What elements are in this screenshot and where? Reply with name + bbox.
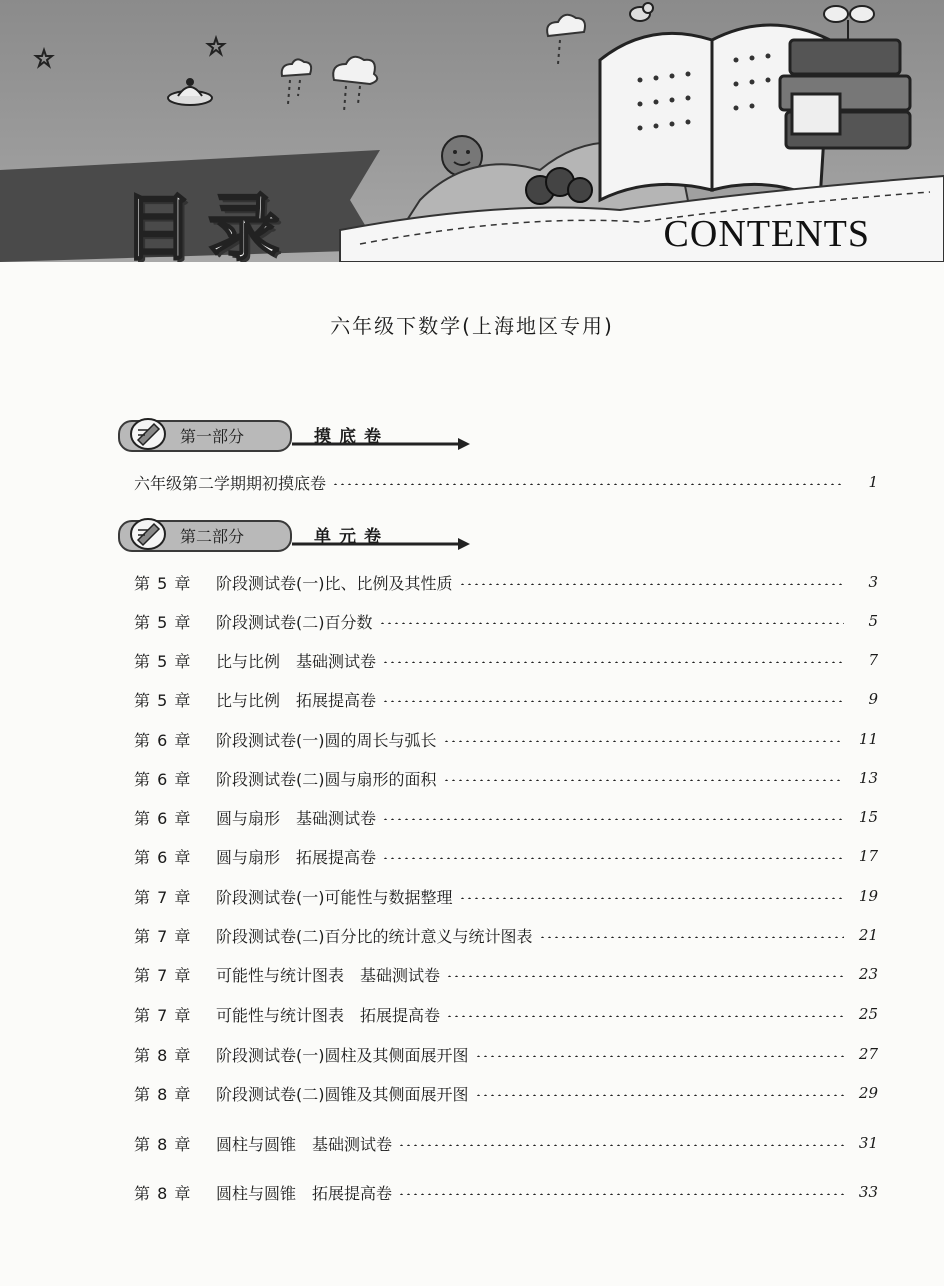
toc-page: 3 [868, 573, 878, 591]
leader-dots [475, 1055, 845, 1057]
toc-chapter: 第 6 章 [134, 808, 192, 828]
toc-title: 圆与扇形 基础测试卷 [216, 808, 377, 828]
toc-title: 比与比例 拓展提高卷 [216, 690, 377, 710]
toc-chapter: 第 5 章 [134, 573, 192, 593]
toc-page: 25 [858, 1005, 878, 1023]
toc-chapter: 第 7 章 [134, 887, 192, 907]
toc-title: 阶段测试卷(一)比、比例及其性质 [216, 573, 453, 593]
leader-dots [446, 975, 844, 977]
toc-page: 29 [858, 1084, 878, 1102]
pencil-badge-icon [128, 516, 168, 552]
toc-chapter: 第 7 章 [134, 926, 192, 946]
toc-title: 比与比例 基础测试卷 [216, 651, 377, 671]
toc-chapter: 第 7 章 [134, 1005, 192, 1025]
toc-chapter: 第 6 章 [134, 769, 192, 789]
toc-page: 15 [858, 808, 878, 826]
cloud-icon [282, 15, 585, 84]
leader-dots [332, 483, 844, 485]
toc-row[interactable] [134, 844, 878, 868]
toc-row[interactable] [134, 727, 878, 751]
toc-page: 31 [858, 1134, 878, 1152]
section-label: 第一部分 [180, 427, 245, 446]
toc-row[interactable] [134, 805, 878, 829]
toc-row[interactable] [134, 923, 878, 947]
section-header [112, 414, 472, 454]
toc-row[interactable] [134, 766, 878, 790]
book-subtitle: 六年级下数学(上海地区专用) [330, 314, 614, 338]
toc-title: 阶段测试卷(一)圆的周长与弧长 [216, 730, 437, 750]
toc-page: 5 [868, 612, 878, 630]
toc-title: 圆柱与圆锥 拓展提高卷 [216, 1183, 393, 1203]
toc-row[interactable] [134, 962, 878, 986]
toc-title: 圆与扇形 拓展提高卷 [216, 847, 377, 867]
toc-row[interactable] [134, 1131, 878, 1155]
leader-dots [379, 622, 845, 624]
star-icon [36, 50, 52, 66]
ufo-icon [168, 79, 212, 105]
toc-chapter: 第 7 章 [134, 965, 192, 985]
toc-page: 7 [868, 651, 878, 669]
page-title-en: CONTENTS [663, 213, 870, 255]
toc-page: 17 [858, 847, 878, 865]
header-banner [0, 0, 944, 262]
leader-dots [382, 818, 844, 820]
section-title: 单元卷 [314, 527, 389, 547]
toc-chapter: 第 8 章 [134, 1084, 192, 1104]
leader-dots [398, 1193, 844, 1195]
toc-page: 27 [858, 1045, 878, 1063]
toc-row[interactable] [134, 687, 878, 711]
bird-icon [630, 3, 653, 21]
toc-row[interactable] [134, 609, 878, 633]
toc-row[interactable] [134, 1081, 878, 1105]
books-stack-icon [780, 40, 910, 148]
leader-dots [446, 1015, 844, 1017]
toc-title: 六年级第二学期期初摸底卷 [134, 473, 327, 493]
toc-title: 阶段测试卷(一)可能性与数据整理 [216, 887, 453, 907]
section-label: 第二部分 [180, 527, 245, 546]
toc-title: 可能性与统计图表 基础测试卷 [216, 965, 441, 985]
toc-title: 圆柱与圆锥 基础测试卷 [216, 1134, 393, 1154]
leader-dots [443, 779, 845, 781]
toc-row[interactable] [134, 648, 878, 672]
leader-dots [398, 1144, 844, 1146]
toc-chapter: 第 6 章 [134, 730, 192, 750]
leader-dots [459, 897, 845, 899]
section-title: 摸底卷 [314, 427, 389, 447]
toc-chapter: 第 8 章 [134, 1045, 192, 1065]
toc-page: 1 [868, 473, 878, 491]
toc-chapter: 第 8 章 [134, 1134, 192, 1154]
toc-page: 11 [858, 730, 878, 748]
page-title-cn: 目录 [122, 186, 295, 262]
toc-page: 21 [858, 926, 878, 944]
arrow-icon [292, 538, 470, 550]
toc-row[interactable] [134, 570, 878, 594]
section-header [112, 514, 472, 554]
toc-row[interactable] [134, 1042, 878, 1066]
leader-dots [459, 583, 845, 585]
toc-chapter: 第 5 章 [134, 690, 192, 710]
toc-title: 阶段测试卷(二)圆与扇形的面积 [216, 769, 437, 789]
toc-title: 阶段测试卷(二)百分比的统计意义与统计图表 [216, 926, 533, 946]
toc-chapter: 第 5 章 [134, 651, 192, 671]
toc-row[interactable] [134, 1002, 878, 1026]
toc-page: 19 [858, 887, 878, 905]
toc-title: 阶段测试卷(一)圆柱及其侧面展开图 [216, 1045, 469, 1065]
arrow-icon [292, 438, 470, 450]
toc-page: 9 [868, 690, 878, 708]
star-icon [208, 38, 224, 54]
toc-chapter: 第 5 章 [134, 612, 192, 632]
toc-title: 阶段测试卷(二)圆锥及其侧面展开图 [216, 1084, 469, 1104]
leader-dots [382, 661, 844, 663]
toc-chapter: 第 8 章 [134, 1183, 192, 1203]
toc-row[interactable] [134, 884, 878, 908]
leader-dots [475, 1094, 845, 1096]
leader-dots [382, 700, 844, 702]
toc-title: 可能性与统计图表 拓展提高卷 [216, 1005, 441, 1025]
toc-chapter: 第 6 章 [134, 847, 192, 867]
toc-page: 23 [858, 965, 878, 983]
leader-dots [382, 857, 844, 859]
toc-row[interactable] [134, 470, 878, 494]
sprout-icon [824, 6, 874, 40]
toc-row[interactable] [134, 1180, 878, 1204]
toc-page: 33 [858, 1183, 878, 1201]
leader-dots [443, 740, 845, 742]
pencil-badge-icon [128, 416, 168, 452]
leader-dots [539, 936, 845, 938]
toc-page: 13 [858, 769, 878, 787]
toc-title: 阶段测试卷(二)百分数 [216, 612, 373, 632]
